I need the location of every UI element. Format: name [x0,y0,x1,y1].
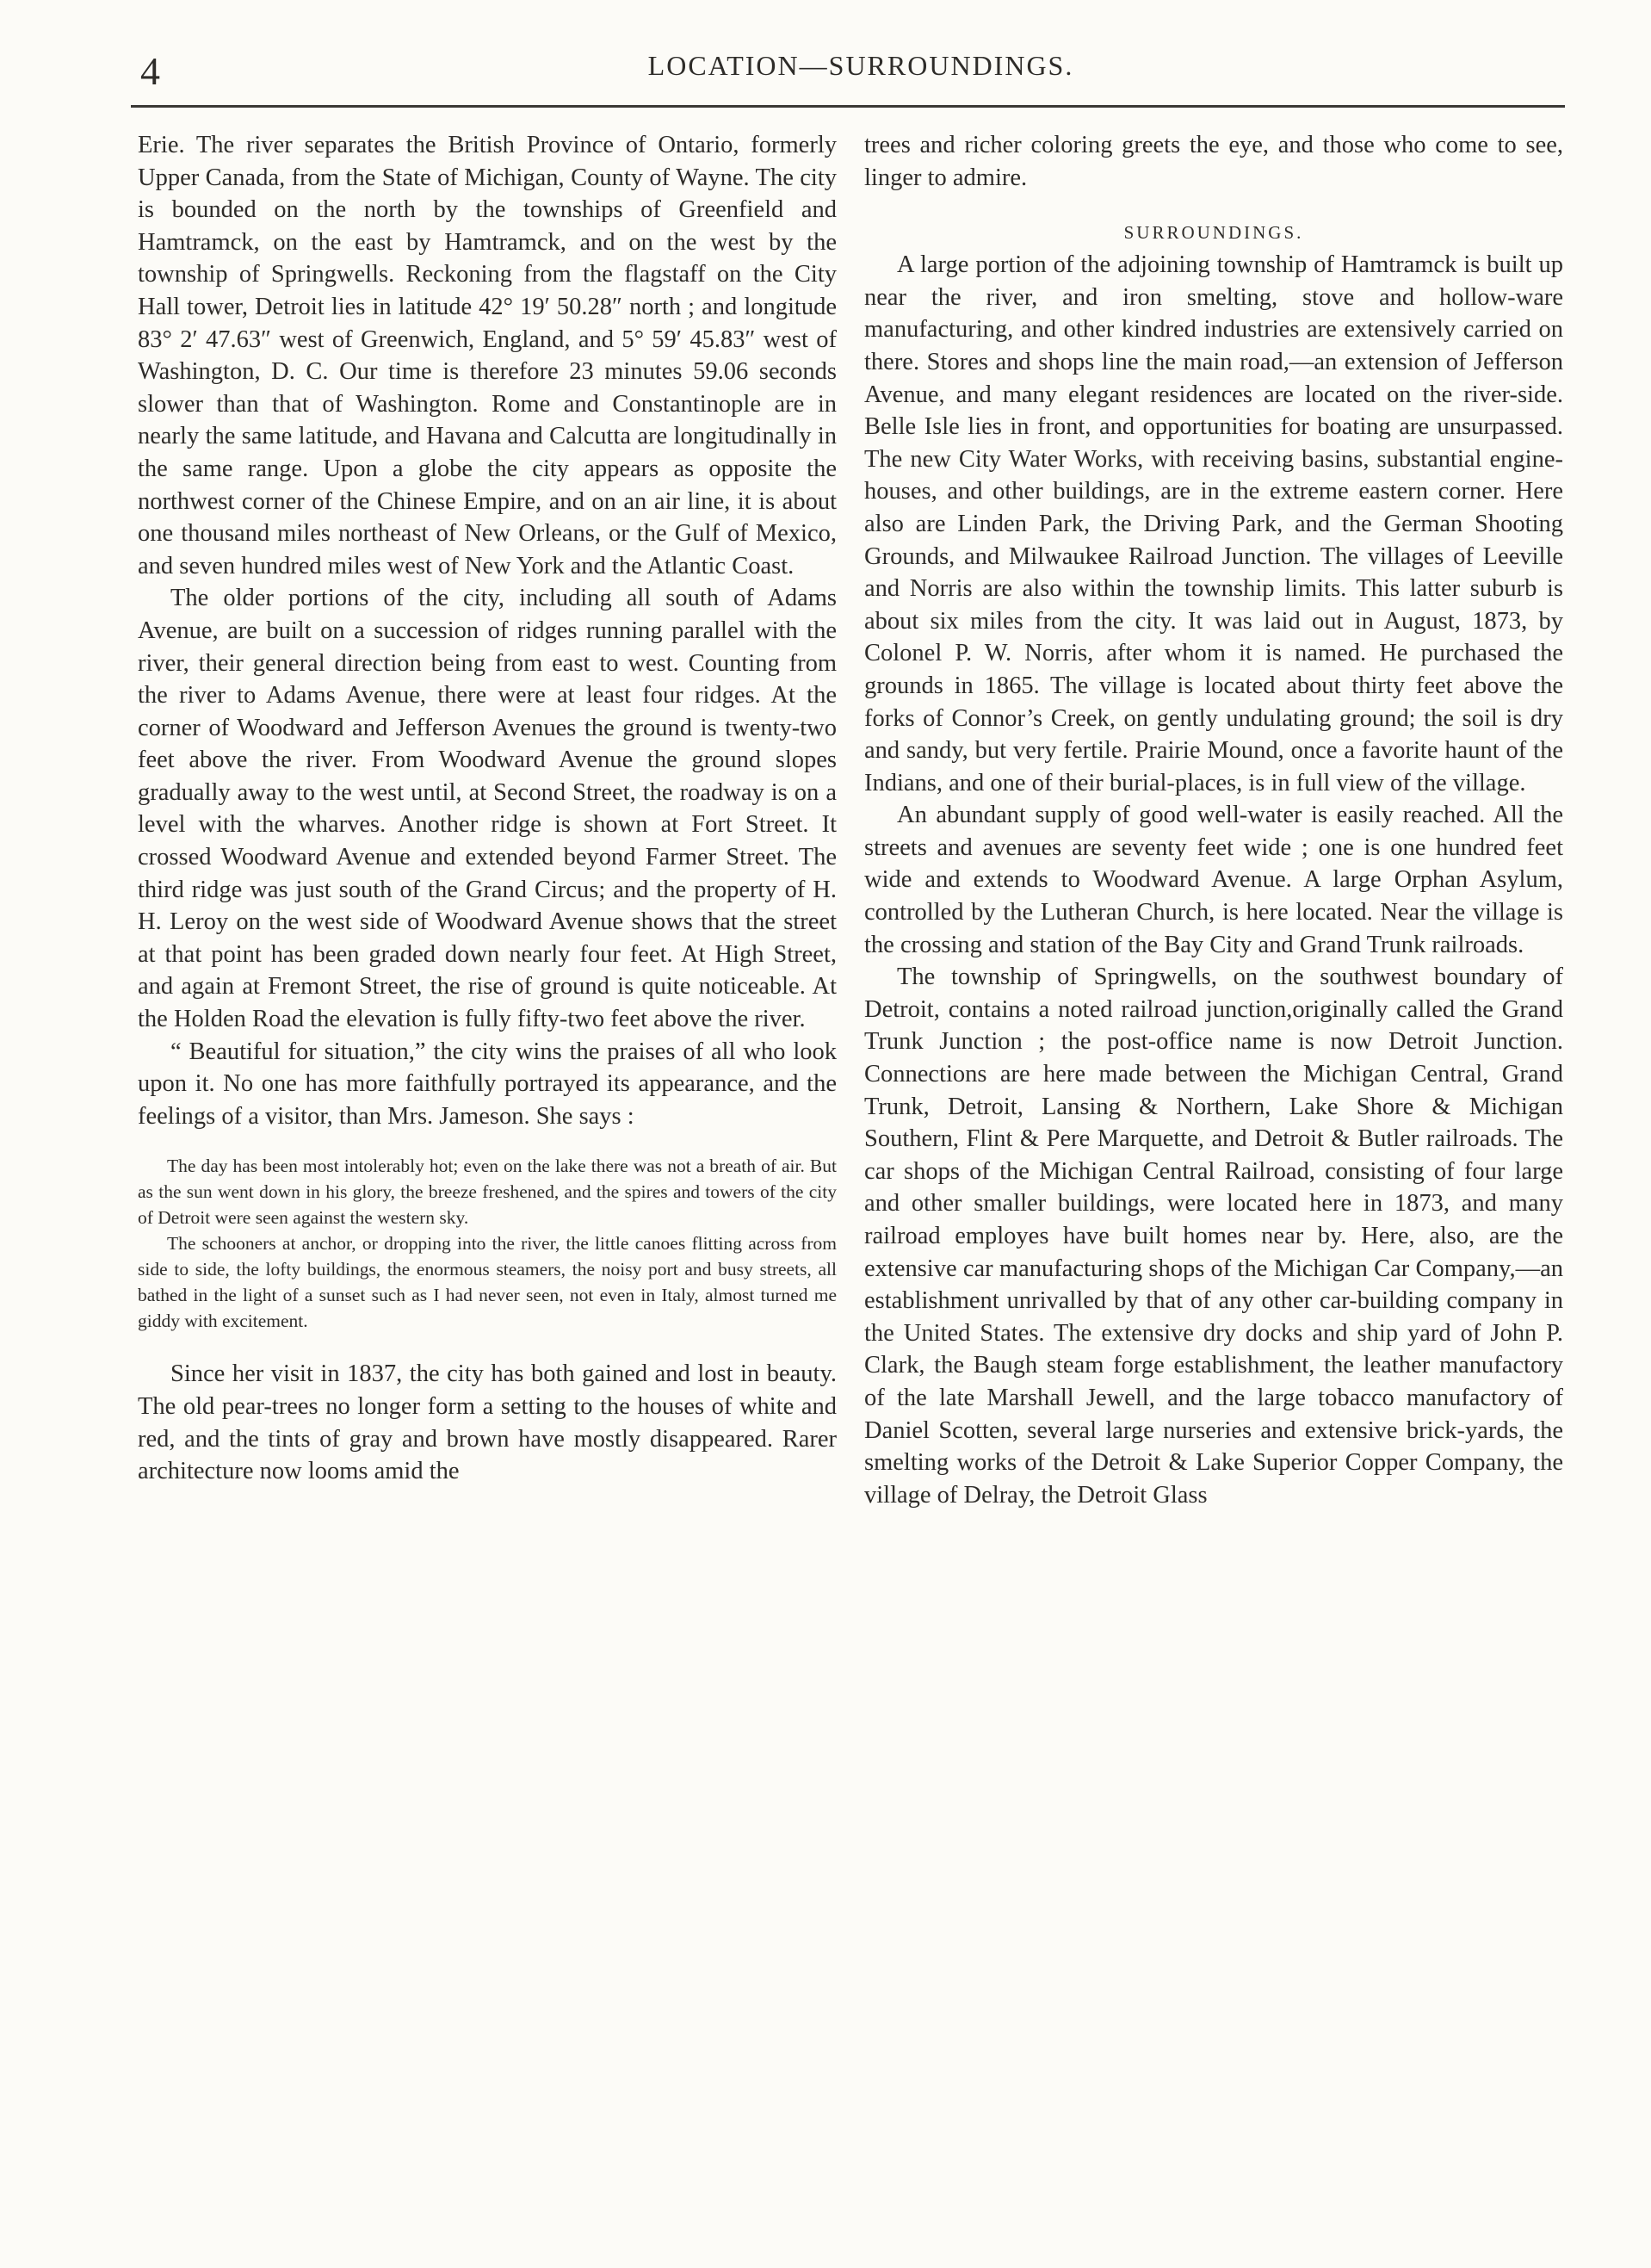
right-column [864,129,1563,1511]
quote-paragraph: The day has been most intolerably hot; even on the lake there was not a breath of air. But as the sun went down in his glory, the breeze freshened, and the spires and towers of the city of Detroit were seen against the western sky. [138,1156,837,1229]
body-paragraph: Since her visit in 1837, the city has both gained and lost in beauty. The old pear-trees no longer form a setting to the houses of white and red, and the tints of gray and brown have mostly disappeared. Rarer architecture now looms amid the [138,1360,837,1485]
page-number: 4 [140,49,160,93]
running-title: LOCATION—SURROUNDINGS. [647,50,1074,81]
section-heading: SURROUNDINGS. [1123,222,1304,244]
block-quote [138,1153,837,1334]
left-column [138,129,837,1488]
body-paragraph: “ Beautiful for situation,” the city wins the praises of all who look upon it. No one has more faithfully portrayed its appearance, and the feelings of a visitor, than Mrs. Jameson. She says : [138,1038,837,1130]
quote-paragraph: The schooners at anchor, or dropping into the river, the little canoes flitting across from side to side, the lofty buildings, the enormous steamers, the noisy port and busy streets, all bathed in the light of a sunset such as I had never seen, not even in Italy, almost turned me giddy with excitement. [138,1233,837,1332]
body-paragraph: An abundant supply of good well-water is easily reached. All the streets and avenues are seventy feet wide ; one is one hundred feet wide and extends to Woodward Avenue. A large Orphan Asylum, controlled by the Lutheran Church, is here located. Near the village is the crossing and station of the Bay City and Grand Trunk railroads. [864,802,1563,958]
header-rule [131,105,1565,108]
body-paragraph: A large portion of the adjoining township of Hamtramck is built up near the river, and iron smelting, stove and hollow-ware manufacturing, and other kindred industries are extensively carried on there. Stores and shops line the main road,—an extension of Jefferson Avenue, and many elegant residences are located on the river-side. Belle Isle lies in front, and opportunities for boating are unsurpassed. The new City Water Works, with receiving basins, substantial engine-houses, and other buildings, are in the extreme eastern corner. Here also are Linden Park, the Driving Park, and the German Shooting Grounds, and Milwaukee Railroad Junction. The villages of Leeville and Norris are also within the township limits. This latter suburb is about six miles from the city. It was laid out in August, 1873, by Colonel P. W. Norris, after whom it is named. He purchased the grounds in 1865. The village is located about thirty feet above the forks of Connor’s Creek, on gently undulating ground; the soil is dry and sandy, but very fertile. Prairie Mound, once a favorite haunt of the Indians, and one of their burial-places, is in full view of the village. [864,251,1563,796]
body-paragraph: The older portions of the city, including all south of Adams Avenue, are built on a succession of ridges running parallel with the river, their general direction being from east to west. Counting from the river to Adams Avenue, there were at least four ridges. At the corner of Woodward and Jefferson Avenues the ground is twenty-two feet above the river. From Woodward Avenue the ground slopes gradually away to the west until, at Second Street, the roadway is on a level with the wharves. Another ridge is shown at Fort Street. It crossed Woodward Avenue and extended beyond Farmer Street. The third ridge was just south of the Grand Circus; and the property of H. H. Leroy on the west side of Woodward Avenue shows that the street at that point has been graded down nearly four feet. At High Street, and again at Fremont Street, the rise of ground is quite noticeable. At the Holden Road the elevation is fully fifty-two feet above the river. [138,585,837,1033]
body-paragraph: trees and richer coloring greets the eye, and those who come to see, linger to admire. [864,132,1563,191]
body-paragraph: The township of Springwells, on the southwest boundary of Detroit, contains a noted railroad junction,originally called the Grand Trunk Junction ; the post-office name is now Detroit Junction. Connections are here made between the Michigan Central, Grand Trunk, Detroit, Lansing & Northern, Lake Shore & Michigan Southern, Flint & Pere Marquette, and Detroit & Butler railroads. The car shops of the Michigan Central Railroad, consisting of four large and other smaller buildings, were located here in 1873, and many railroad employes have built homes near by. Here, also, are the extensive car manufacturing shops of the Michigan Car Company,—an establishment unrivalled by that of any other car-building company in the United States. The extensive dry docks and ship yard of John P. Clark, the Baugh steam forge establishment, the leather manufactory of the late Marshall Jewell, and the large tobacco manufactory of Daniel Scotten, several large nurseries and extensive brick-yards, the smelting works of the Detroit & Lake Superior Copper Company, the village of Delray, the Detroit Glass [864,964,1563,1509]
body-paragraph: Erie. The river separates the British Province of Ontario, formerly Upper Canada, from the State of Michigan, County of Wayne. The city is bounded on the north by the townships of Greenfield and Hamtramck, on the east by Hamtramck, and on the west by the township of Springwells. Reckoning from the flagstaff on the City Hall tower, Detroit lies in latitude 42° 19′ 50.28″ north ; and longitude 83° 2′ 47.63″ west of Greenwich, England, and 5° 59′ 45.83″ west of Washington, D. C. Our time is therefore 23 minutes 59.06 seconds slower than that of Washington. Rome and Constantinople are in nearly the same latitude, and Havana and Calcutta are longitudinally in the same range. Upon a globe the city appears as opposite the northwest corner of the Chinese Empire, and on an air line, it is about one thousand miles northeast of New Orleans, or the Gulf of Mexico, and seven hundred miles west of New York and the Atlantic Coast. [138,132,837,579]
